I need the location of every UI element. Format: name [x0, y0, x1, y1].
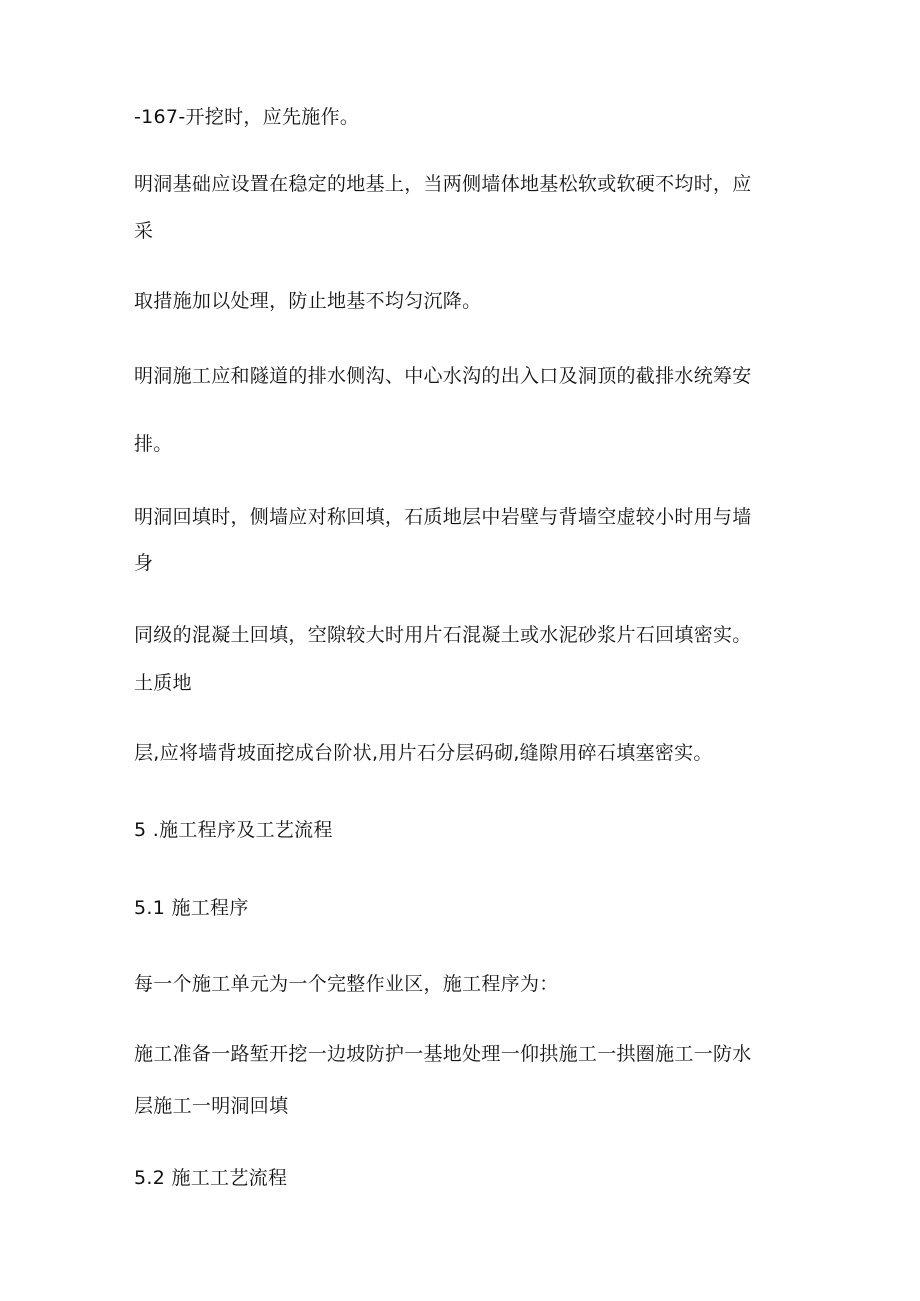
text-line: 身 — [134, 552, 154, 574]
text-line: 同级的混凝土回填，空隙较大时用片石混凝土或水泥砂浆片石回填密实。 — [134, 624, 752, 646]
text-line: 每一个施工单元为一个完整作业区，施工程序为： — [134, 973, 559, 995]
text-line: 明洞回填时，侧墙应对称回填，石质地层中岩壁与背墙空虚较小时用与墙 — [134, 506, 752, 528]
text-line: 明洞基础应设置在稳定的地基上，当两侧墙体地基松软或软硬不均时，应 — [134, 173, 752, 195]
text-line: 土质地 — [134, 672, 192, 694]
text-line: 层施工一明洞回填 — [134, 1095, 289, 1117]
text-line: 取措施加以处理，防止地基不均匀沉降。 — [134, 290, 482, 312]
text-line: -167-开挖时，应先施作。 — [134, 106, 360, 128]
subsection-heading: 5.1 施工程序 — [134, 897, 249, 919]
text-line: 层,应将墙背坡面挖成台阶状,用片石分层码砌,缝隙用碎石填塞密实。 — [134, 742, 713, 764]
subsection-heading: 5.2 施工工艺流程 — [134, 1167, 288, 1189]
text-line: 施工准备一路堑开挖一边坡防护一基地处理一仰拱施工一拱圈施工一防水 — [134, 1043, 752, 1065]
text-line: 采 — [134, 220, 154, 242]
text-line: 明洞施工应和隧道的排水侧沟、中心水沟的出入口及洞顶的截排水统筹安 — [134, 365, 752, 387]
text-line: 排。 — [134, 433, 173, 455]
section-heading: 5 .施工程序及工艺流程 — [134, 819, 333, 841]
